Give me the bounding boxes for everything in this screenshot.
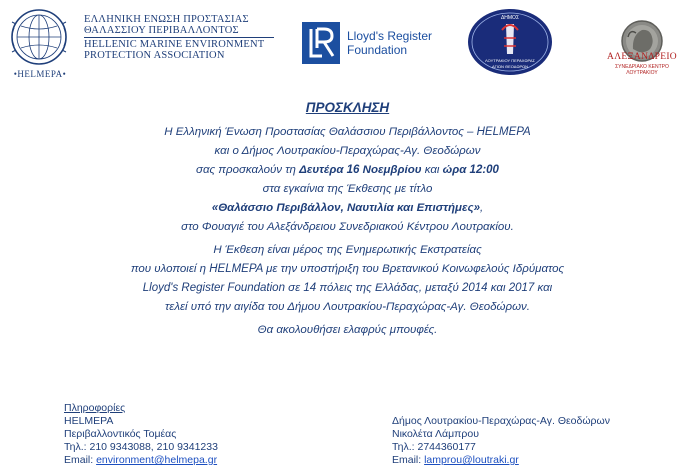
helmepa-english-line-1: HELLENIC MARINE ENVIRONMENT [84, 39, 265, 50]
info-heading: Πληροφορίες [64, 402, 126, 414]
event-date: Δευτέρα 16 Νοεμβρίου [299, 164, 422, 176]
p1-line-3-pre: σας προσκαλούν τη [196, 164, 300, 176]
seal-text-bottom: ΑΓΙΩΝ ΘΕΟΔΩΡΩΝ [492, 64, 528, 69]
lloyds-register-logo-icon [302, 22, 340, 64]
p2-line-4: τελεί υπό την αιγίδα του Δήμου Λουτρακίου-Περαχώρας-Αγ. Θεοδώρων. [164, 301, 531, 313]
p1-line-4: στα εγκαίνια της Έκθεσης με τίτλο [262, 183, 433, 195]
municipality-phone: Τηλ.: 2744360177 [392, 441, 476, 453]
p2-line-3: Lloyd's Register Foundation σε 14 πόλεις της Ελλάδας, μεταξύ 2014 και 2017 και [142, 282, 553, 294]
logo-bar [0, 0, 695, 90]
p2-line-1: Η Έκθεση είναι μέρος της Ενημερωτικής Εκστρατείας [213, 244, 482, 256]
alexandreio-sub-line-1: ΣΥΝΕΔΡΙΑΚΟ ΚΕΝΤΡΟ [615, 64, 669, 70]
helmepa-greek-line-2: ΘΑΛΑΣΣΙΟΥ ΠΕΡΙΒΑΛΛΟΝΤΟΣ [84, 25, 239, 36]
municipality-contact-person: Νικολέτα Λάμπρου [392, 428, 479, 440]
invitation-title: ΠΡΟΣΚΛΗΣΗ [305, 100, 390, 115]
p2-line-2: που υλοποιεί η HELMEPA με την υποστήριξη του Βρετανικού Κοινωφελούς Ιδρύματος [130, 263, 565, 275]
p1-line-3-mid: και [421, 164, 443, 176]
p1-line-1: Η Ελληνική Ένωση Προστασίας Θαλάσσιου Περιβάλλοντος – HELMEPA [164, 126, 531, 138]
seal-text-top: ΔΗΜΟΣ [500, 15, 520, 21]
p1-line-3 [0, 161, 695, 180]
municipality-email-link[interactable]: lamprou@loutraki.gr [424, 454, 519, 466]
municipality-email-row [392, 454, 672, 467]
lr-name-line-2: Foundation [347, 43, 408, 57]
p1-line-6: στο Φουαγιέ του Αλεξάνδρειου Συνεδριακού Κέντρου Λουτρακίου. [181, 221, 514, 233]
helmepa-email-row [64, 454, 314, 467]
p3-line-1: Θα ακολουθήσει ελαφρύς μπουφές. [257, 324, 438, 336]
lloyds-register-name [347, 29, 457, 57]
municipality-seal-icon [466, 8, 554, 76]
municipality-email-label: Email: [392, 454, 425, 466]
p1-line-2: και ο Δήμος Λουτρακίου-Περαχώρας-Αγ. Θεοδώρων [214, 145, 481, 157]
helmepa-english-line-2: PROTECTION ASSOCIATION [84, 50, 225, 61]
lr-name-line-1: Lloyd's Register [347, 29, 432, 43]
p1-line-5-end: , [479, 202, 484, 214]
helmepa-greek-line-1: ΕΛΛΗΝΙΚΗ ΕΝΩΣΗ ΠΡΟΣΤΑΣΙΑΣ [84, 14, 249, 25]
seal-text-middle: ΛΟΥΤΡΑΚΙΟΥ ΠΕΡΑΧΩΡΑΣ [485, 58, 535, 63]
helmepa-caption: •HELMEPA• [13, 69, 67, 79]
p1-line-5 [0, 199, 695, 218]
alexandreio-subtitle [599, 64, 685, 76]
invitation-body [0, 100, 695, 340]
footer-contact-helmepa [64, 402, 314, 467]
alexandreio-sub-line-2: ΛΟΥΤΡΑΚΙΟΥ [626, 70, 658, 76]
helmepa-org: HELMEPA [64, 415, 114, 427]
alexandreio-name: ΑΛΕΞΑΝΔΡΕΙΟ [607, 52, 677, 62]
exhibition-title: «Θαλάσσιο Περιβάλλον, Ναυτιλία και Επιστήμες» [211, 202, 480, 214]
helmepa-department: Περιβαλλοντικός Τομέας [64, 428, 177, 440]
helmepa-name-block [84, 14, 284, 61]
footer-contact-municipality [392, 415, 672, 467]
event-time: ώρα 12:00 [442, 164, 499, 176]
helmepa-divider [84, 37, 274, 38]
municipality-org: Δήμος Λουτρακίου-Περαχώρας-Αγ. Θεοδώρων [392, 415, 610, 427]
helmepa-email-link[interactable]: environment@helmepa.gr [96, 454, 218, 466]
helmepa-emblem-icon [8, 6, 70, 76]
helmepa-email-label: Email: [64, 454, 97, 466]
helmepa-phone: Τηλ.: 210 9343088, 210 9341233 [64, 441, 218, 453]
